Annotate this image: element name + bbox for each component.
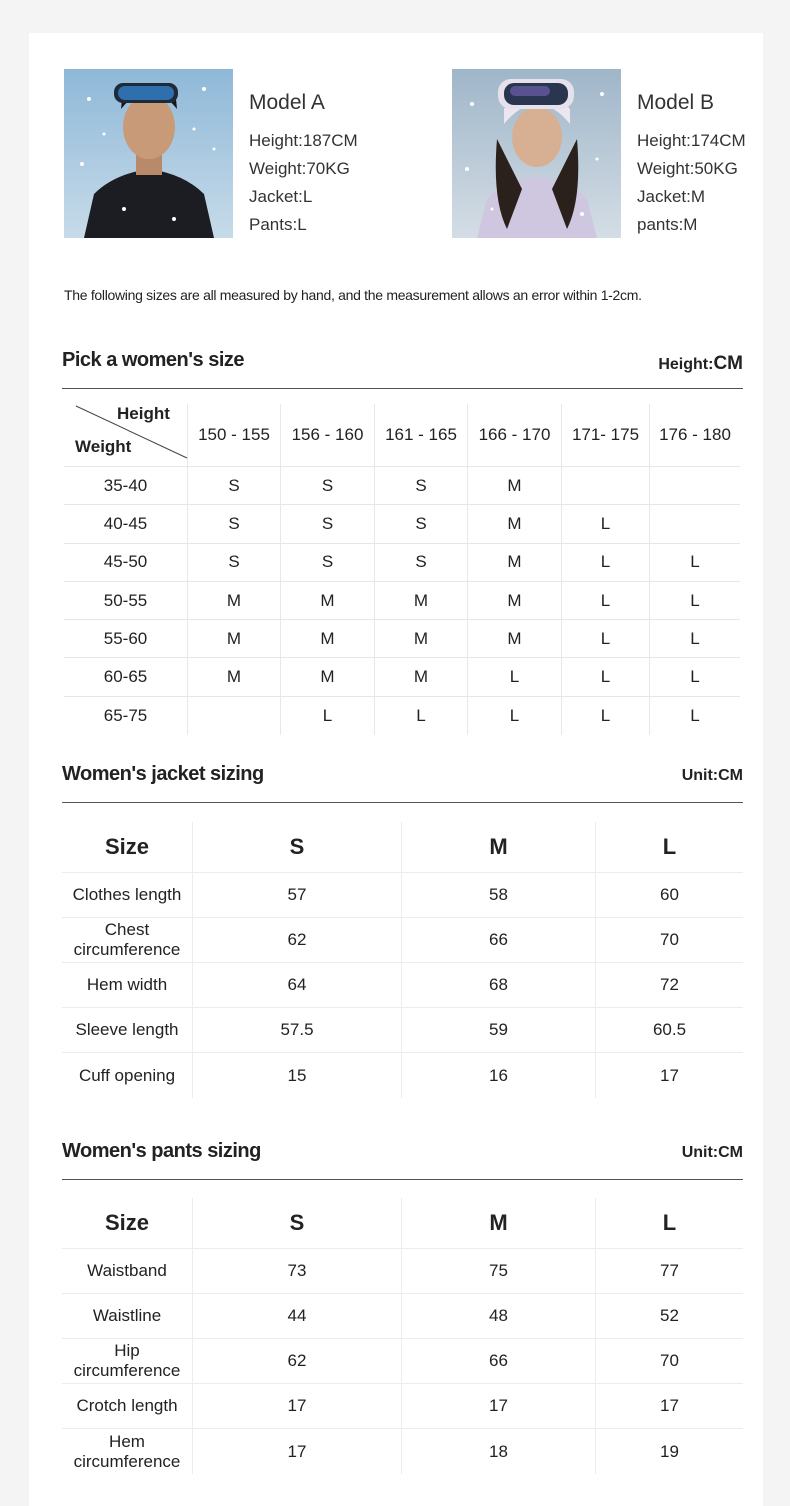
model-pants: Pants:L: [249, 215, 307, 234]
measurement-value: 60.5: [595, 1008, 743, 1052]
model-pants: pants:M: [637, 215, 698, 234]
size-cell: L: [467, 697, 561, 735]
height-range-header: 156 - 160: [280, 404, 374, 466]
size-column-header: Size: [104, 834, 150, 859]
table-row: [62, 1249, 743, 1294]
measurement-label: Chest circumference: [73, 920, 181, 959]
size-cell: [649, 505, 740, 542]
size-cell: M: [467, 467, 561, 504]
measurement-value: 48: [401, 1294, 595, 1338]
size-cell: L: [649, 620, 740, 657]
section-title: Women's jacket sizing: [62, 763, 264, 785]
measurement-label: Waistline: [92, 1306, 162, 1325]
measurement-value: 18: [401, 1429, 595, 1474]
weight-range-cell: 45-50: [103, 552, 148, 572]
table-row: [62, 963, 743, 1008]
size-cell: L: [561, 620, 649, 657]
model-height: Height:187CM: [249, 131, 358, 150]
size-cell: L: [561, 544, 649, 581]
size-cell: M: [467, 505, 561, 542]
size-cell: L: [649, 544, 740, 581]
size-header: L: [595, 1198, 743, 1248]
size-cell: [187, 697, 280, 735]
measurement-label: Cuff opening: [78, 1065, 176, 1085]
size-cell: S: [187, 544, 280, 581]
table-row: [62, 1294, 743, 1339]
model-weight: Weight:50KG: [637, 159, 738, 178]
size-cell: [649, 467, 740, 504]
grid-corner-cell: [64, 404, 187, 467]
size-cell: L: [561, 658, 649, 695]
size-cell: M: [187, 658, 280, 695]
measurement-label: Hem width: [86, 975, 168, 994]
measurement-value: 52: [595, 1294, 743, 1338]
section-unit: Unit:CM: [681, 767, 743, 784]
grid-row: [64, 582, 740, 620]
table-header-row: [62, 822, 743, 873]
weight-range-cell: 55-60: [103, 628, 148, 648]
model-name: Model B: [637, 91, 715, 114]
measurement-value: 59: [401, 1008, 595, 1052]
measurement-label: Hip circumference: [73, 1341, 181, 1380]
measurement-value: 77: [595, 1249, 743, 1293]
measurement-value: 68: [401, 963, 595, 1007]
weight-range-cell: 60-65: [103, 667, 148, 687]
size-cell: S: [280, 505, 374, 542]
size-cell: L: [374, 697, 467, 735]
measurement-value: 58: [401, 873, 595, 917]
measurement-value: 64: [192, 963, 401, 1007]
size-header: M: [401, 1198, 595, 1248]
pants-sizing-header: [62, 1140, 743, 1180]
model-name: Model A: [249, 91, 325, 114]
table-row: [62, 873, 743, 918]
size-picker-grid: [64, 404, 740, 735]
measurement-label: Hem circumference: [73, 1431, 181, 1471]
size-cell: M: [374, 658, 467, 695]
size-picker-header: [62, 349, 743, 389]
table-row: [62, 1429, 743, 1474]
measurement-value: 15: [192, 1053, 401, 1098]
measurement-value: 17: [401, 1384, 595, 1428]
size-cell: S: [187, 467, 280, 504]
weight-range-cell: 40-45: [103, 513, 148, 533]
size-column-header: Size: [104, 1210, 150, 1235]
height-range-header: 150 - 155: [187, 404, 280, 466]
section-title: Pick a women's size: [62, 349, 245, 371]
measurement-value: 70: [595, 918, 743, 962]
measurement-value: 17: [595, 1053, 743, 1098]
grid-body: [64, 467, 740, 735]
grid-row: [64, 620, 740, 658]
table-header-row: [62, 1198, 743, 1249]
size-cell: M: [280, 620, 374, 657]
size-cell: S: [280, 544, 374, 581]
measurement-note: The following sizes are all measured by hand, and the measurement allows an error within 1-2cm.: [64, 287, 642, 303]
size-cell: S: [280, 467, 374, 504]
size-cell: L: [467, 658, 561, 695]
size-cell: [561, 467, 649, 504]
weight-range-cell: 50-55: [103, 590, 148, 610]
section-unit: Unit:CM: [681, 1144, 743, 1161]
section-unit: [658, 353, 743, 375]
size-cell: L: [561, 697, 649, 735]
height-range-header: 171- 175: [561, 404, 649, 466]
measurement-value: 72: [595, 963, 743, 1007]
male-model-photo: [64, 69, 233, 238]
measurement-value: 62: [192, 1339, 401, 1383]
measurement-value: 16: [401, 1053, 595, 1098]
size-cell: M: [467, 582, 561, 619]
grid-row: [64, 697, 740, 735]
table-row: [62, 1008, 743, 1053]
measurement-value: 19: [595, 1429, 743, 1474]
height-range-header: 161 - 165: [374, 404, 467, 466]
pants-sizing-table: [62, 1198, 743, 1474]
grid-row: [64, 544, 740, 582]
female-model-photo: [452, 69, 621, 238]
table-row: [62, 1384, 743, 1429]
corner-height-label: Height: [117, 404, 170, 423]
grid-row: [64, 658, 740, 696]
size-cell: L: [561, 505, 649, 542]
grid-header-row: [64, 404, 740, 467]
size-cell: L: [649, 697, 740, 735]
size-cell: L: [561, 582, 649, 619]
unit-label: Height:: [658, 356, 714, 373]
measurement-value: 17: [595, 1384, 743, 1428]
measurement-value: 70: [595, 1339, 743, 1383]
measurement-value: 60: [595, 873, 743, 917]
size-cell: M: [280, 582, 374, 619]
grid-row: [64, 467, 740, 505]
measurement-value: 44: [192, 1294, 401, 1338]
measurement-label: Sleeve length: [75, 1020, 179, 1039]
size-cell: M: [467, 620, 561, 657]
jacket-sizing-table: [62, 822, 743, 1098]
measurement-value: 17: [192, 1429, 401, 1474]
measurement-value: 66: [401, 918, 595, 962]
measurement-value: 62: [192, 918, 401, 962]
size-cell: S: [374, 505, 467, 542]
size-header: S: [192, 1198, 401, 1248]
size-cell: L: [280, 697, 374, 735]
model-height: Height:174CM: [637, 131, 746, 150]
height-range-header: 176 - 180: [649, 404, 740, 466]
weight-range-cell: 65-75: [103, 705, 148, 725]
measurement-value: 73: [192, 1249, 401, 1293]
table-row: [62, 1339, 743, 1384]
size-cell: M: [187, 620, 280, 657]
measurement-value: 57.5: [192, 1008, 401, 1052]
model-jacket: Jacket:M: [637, 187, 706, 206]
table-row: [62, 918, 743, 963]
size-cell: M: [374, 620, 467, 657]
size-cell: S: [187, 505, 280, 542]
model-weight: Weight:70KG: [249, 159, 350, 178]
size-header: M: [401, 822, 595, 872]
size-cell: S: [374, 544, 467, 581]
measurement-value: 66: [401, 1339, 595, 1383]
table-row: [62, 1053, 743, 1098]
measurement-label: Crotch length: [76, 1396, 178, 1415]
grid-row: [64, 505, 740, 543]
height-range-header: 166 - 170: [467, 404, 561, 466]
jacket-sizing-header: [62, 763, 743, 803]
model-jacket: Jacket:L: [249, 187, 313, 206]
size-cell: L: [649, 582, 740, 619]
size-cell: L: [649, 658, 740, 695]
size-cell: M: [467, 544, 561, 581]
measurement-value: 17: [192, 1384, 401, 1428]
size-cell: S: [374, 467, 467, 504]
corner-weight-label: Weight: [75, 437, 132, 456]
measurement-label: Waistband: [87, 1261, 167, 1280]
measurement-value: 57: [192, 873, 401, 917]
section-title: Women's pants sizing: [62, 1140, 261, 1162]
measurement-value: 75: [401, 1249, 595, 1293]
size-header: S: [192, 822, 401, 872]
size-cell: M: [280, 658, 374, 695]
size-cell: M: [187, 582, 280, 619]
measurement-label: Clothes length: [72, 885, 182, 904]
size-header: L: [595, 822, 743, 872]
weight-range-cell: 35-40: [103, 475, 148, 495]
size-cell: M: [374, 582, 467, 619]
unit-value: CM: [713, 353, 743, 374]
